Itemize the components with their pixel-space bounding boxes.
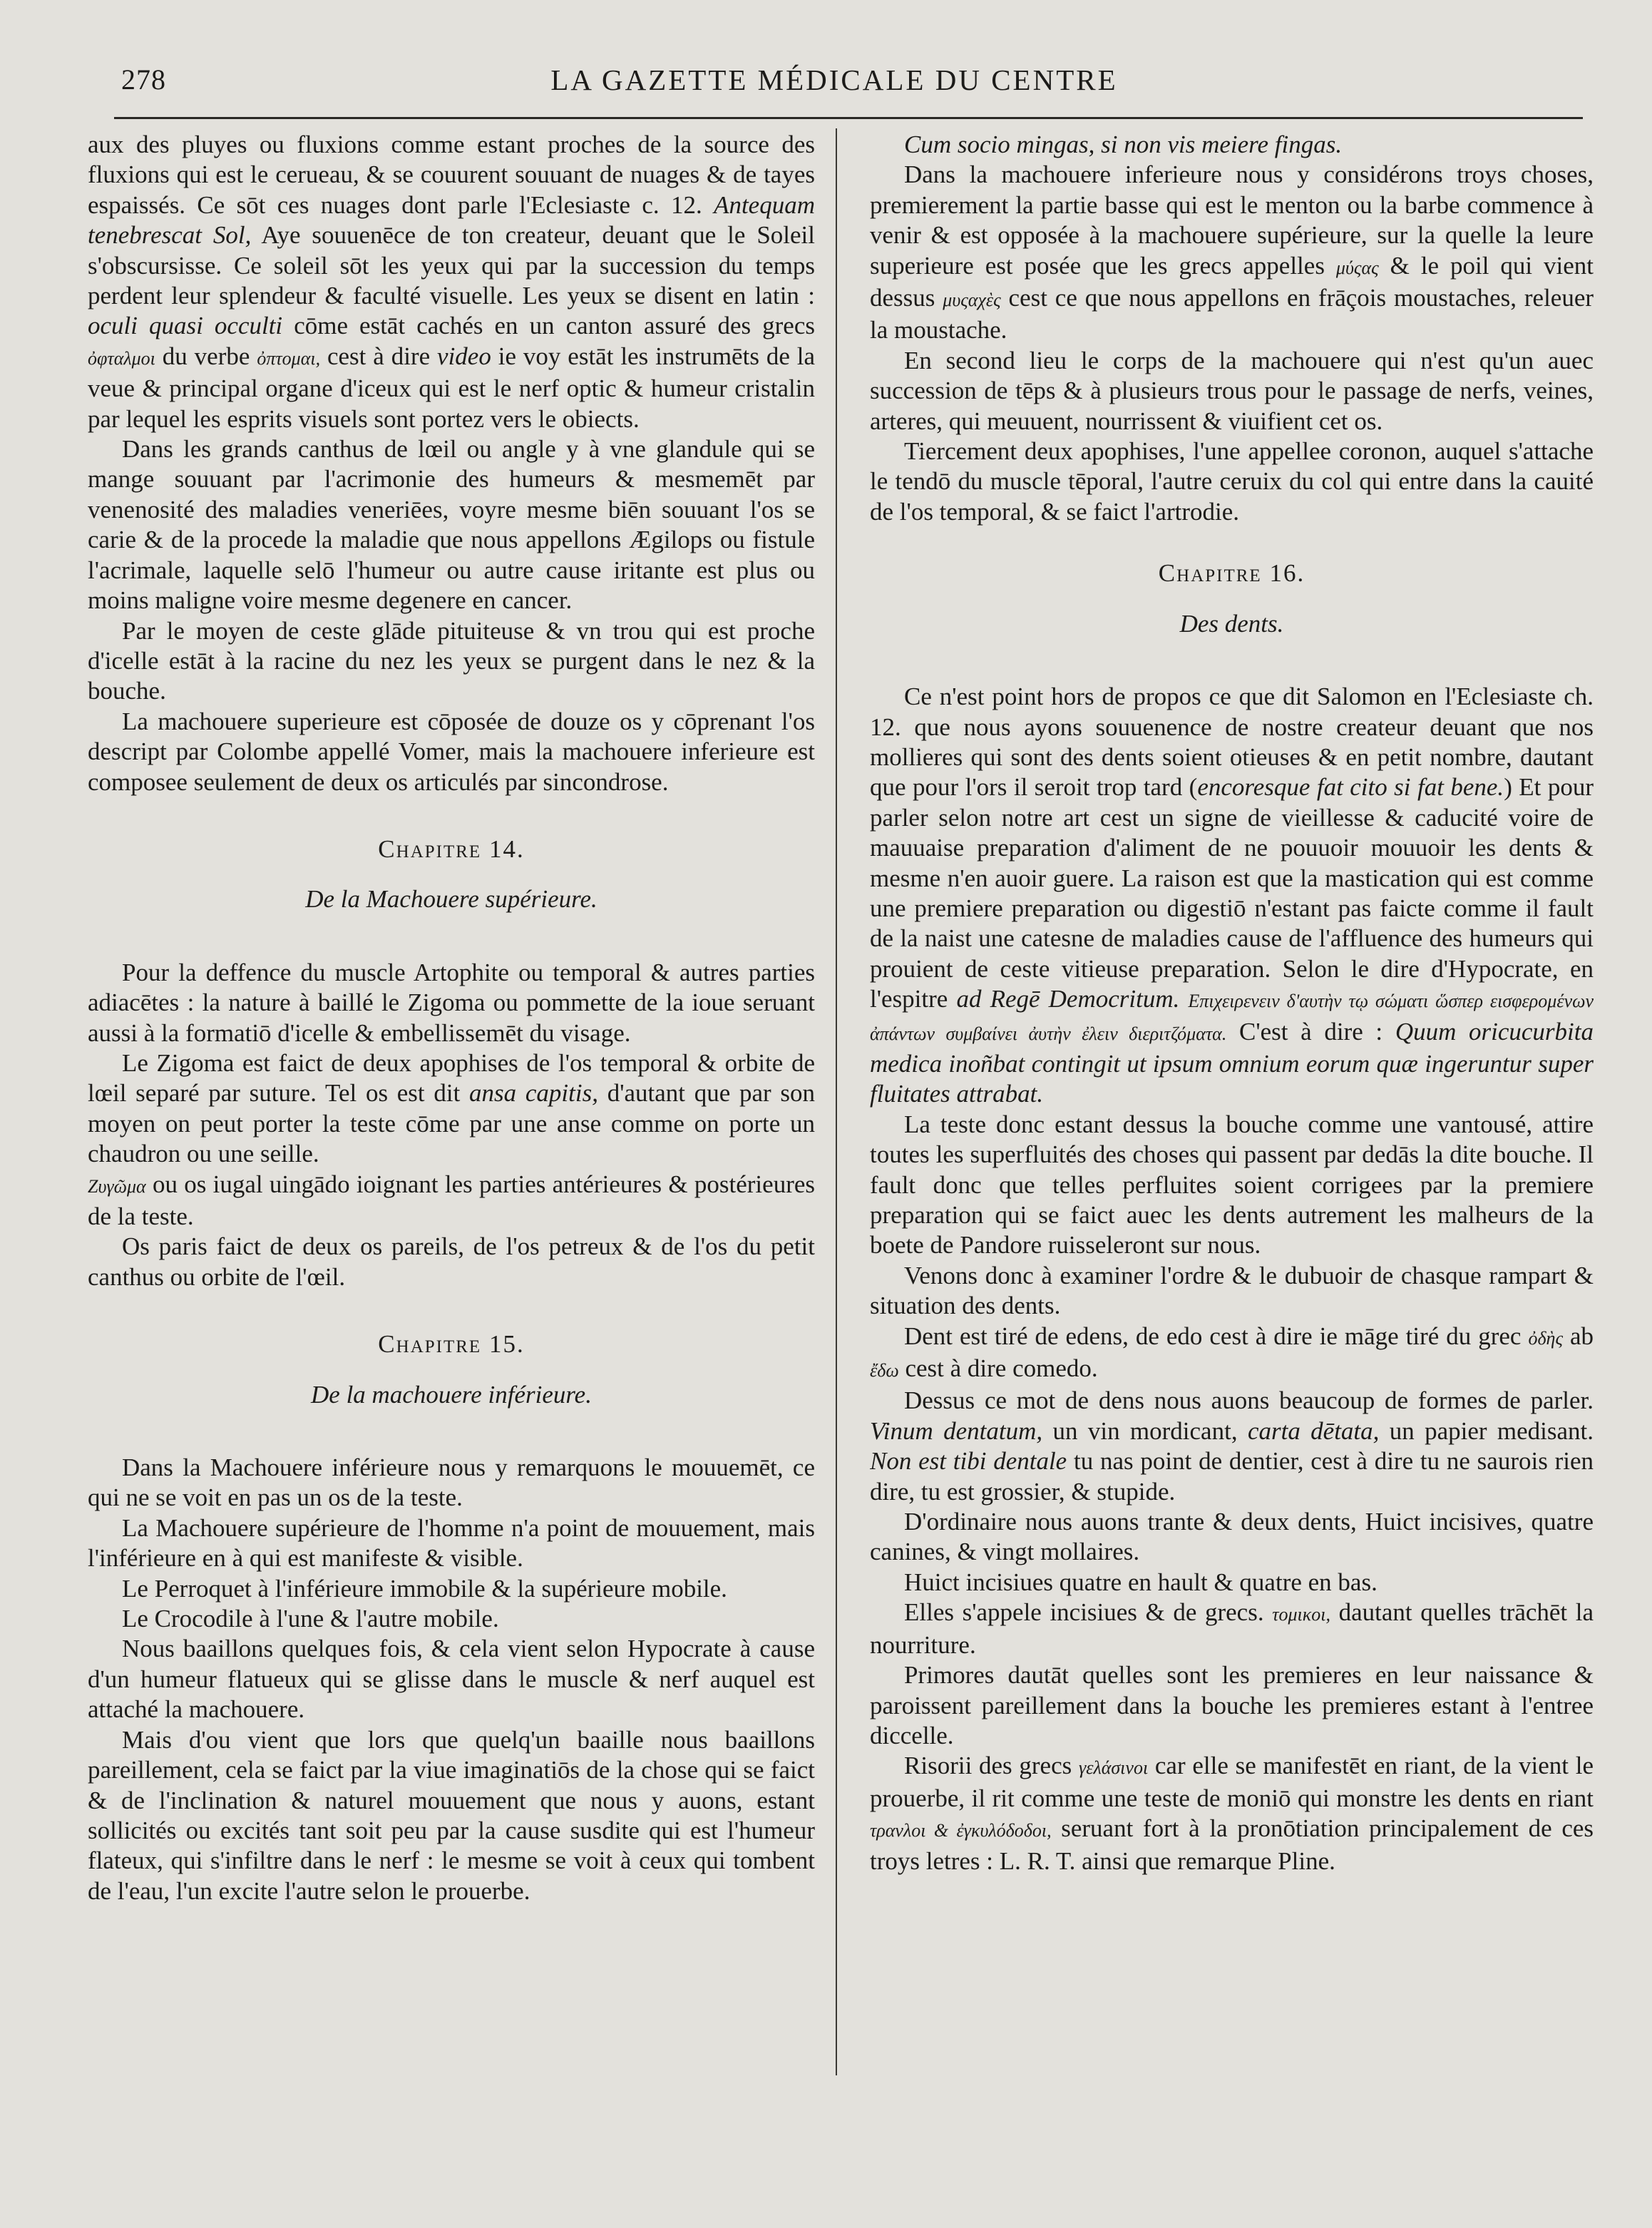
paragraph: Par le moyen de ceste glāde pituiteuse & vn trou qui est proche d'icelle estāt à la racine du nez les yeux se purgent dans le nez & la bouche.	[88, 616, 815, 705]
paragraph: Dent est tiré de edens, de edo cest à dire ie māge tiré du grec ὀδὴς ab ἔδω cest à dire comedo.	[870, 1322, 1594, 1383]
chapter-14-title: Chapitre 14.	[378, 834, 525, 863]
paragraph: D'ordinaire nous auons trante & deux dents, Huict incisives, quatre canines, & vingt mollaires.	[870, 1508, 1594, 1566]
paragraph: Venons donc à examiner l'ordre & le dubuoir de chasque rampart & situation des dents.	[870, 1261, 1594, 1320]
chapter-15-subtitle: De la machouere inférieure.	[311, 1380, 592, 1409]
column-divider	[836, 128, 837, 2075]
paragraph: Elles s'appele incisiues & de grecs. τομικοι, dautant quelles trāchēt la nourriture.	[870, 1598, 1594, 1659]
paragraph: Dessus ce mot de dens nous auons beaucoup de formes de parler. Vinum dentatum, un vin mordicant, carta dētata, un papier medisant. Non est tibi dentale tu nas point de dentier, cest à dire tu ne saurois rien dire, tu est grossier, & stupide.	[870, 1386, 1594, 1506]
right-column	[870, 130, 1594, 2084]
proverb-line: Cum socio mingas, si non vis meiere fingas.	[904, 131, 1343, 158]
paragraph: Nous baaillons quelques fois, & cela vient selon Hypocrate à cause d'un humeur flatueux qui se glisse dans le muscle & nerf auquel est attaché la machouere.	[88, 1635, 815, 1724]
paragraph: En second lieu le corps de la machouere qui n'est qu'un auec succession de tēps & à plusieurs trous pour le passage de nerfs, veines, arteres, qui meuuent, nourrissent & viuifient cet os.	[870, 346, 1594, 435]
paragraph: Dans la machouere inferieure nous y considérons troys choses, premierement la partie basse qui est le menton ou la barbe commence à venir & est opposée à la machouere supérieure, sur la quelle la leure superieure est posée que les grecs appelles μύςας & le poil qui vient dessus μυςαχὲς cest ce que nous appellons en frāçois moustaches, releuer la moustache.	[870, 160, 1594, 344]
paragraph: Os paris faict de deux os pareils, de l'os petreux & de l'os du petit canthus ou orbite de l'œil.	[88, 1232, 815, 1291]
paragraph: Risorii des grecs γελάσινοι car elle se manifestēt en riant, de la vient le prouerbe, il rit comme une teste de moniō qui monstre les dents en riant τρανλοι & ἐγκυλόδοδοι, seruant fort à la pronōtiation principalement de ces troys letres : L. R. T. ainsi que remarque Pline.	[870, 1752, 1594, 1875]
paragraph: aux des pluyes ou fluxions comme estant proches de la source des fluxions qui est le cerueau, & se couurent souuant de nuages & de tayes espaissés. Ce sōt ces nuages dont parle l'Eclesiaste c. 12. Antequam tenebrescat Sol, Aye souuenēce de ton createur, deuant que le Soleil s'obscursisse. Ce soleil sōt les yeux qui par la succession du temps perdent leur splendeur & faculté visuelle. Les yeux se disent en latin : oculi quasi occulti cōme estāt cachés en un canton assuré des grecs ὀφταλμοι du verbe ὀπτομαι, cest à dire video ie voy estāt les instrumēts de la veue & principal organe d'iceux qui est le nerf optic & humeur cristalin par lequel les esprits visuels sont portez vers le obiects.	[88, 131, 815, 433]
paragraph: Huict incisiues quatre en hault & quatre en bas.	[904, 1568, 1377, 1596]
paragraph: Le Crocodile à l'une & l'autre mobile.	[122, 1605, 499, 1633]
left-column	[88, 130, 815, 2084]
paragraph: Mais d'ou vient que lors que quelq'un baaille nous baaillons pareillement, cela se faict par la viue imaginatiōs de la chose qui se faict & de l'inclination & naturel mouuement que nous y auons, estant sollicités ou excités tant soit peu par la cause susdite qui est l'humeur flateux, qui s'infiltre dans le nerf : le mesme se voit à ceux qui tombent de l'eau, l'un excite l'autre selon le prouerbe.	[88, 1725, 815, 1905]
paragraph: Ζυγῶμα ou os iugal uingādo ioignant les parties antérieures & postérieures de la teste.	[88, 1170, 815, 1230]
paragraph: Le Perroquet à l'inférieure immobile & la supérieure mobile.	[122, 1574, 727, 1603]
paragraph: Dans la Machouere inférieure nous y remarquons le mouuemēt, ce qui ne se voit en pas un os de la teste.	[88, 1453, 815, 1512]
journal-title: LA GAZETTE MÉDICALE DU CENTRE	[550, 63, 1118, 96]
chapter-14-subtitle: De la Machouere supérieure.	[305, 885, 597, 914]
paragraph: Dans les grands canthus de lœil ou angle y à vne glandule qui se mange souuant par l'acrimonie des humeurs & mesmemēt par venenosité des maladies veneriēes, voyre mesme biēn souuant l'os se carie & de la procede la maladie que nous appellons Ægilops ou fistule l'acrimale, laquelle selō l'humeur ou autre cause iritante est plus ou moins maligne voire mesme degenere en cancer.	[88, 435, 815, 615]
paragraph: Ce n'est point hors de propos ce que dit Salomon en l'Eclesiaste ch. 12. que nous ayons souuenence de nostre createur deuant que nos mollieres qui sont des dents soient otieuses & en petit nombre, dautant que pour l'ors il seroit trop tard (encoresque fat cito si fat bene.) Et pour parler selon notre art cest un signe de vieillesse & caducité voire de mauuaise preparation d'aliment de ne pouuoir mouuoir les dents & mesme n'en auoir guere. La raison est que la mastication qui est comme une premiere preparation ou digestiō n'estant pas faicte comme il fault de la naist une catesne de maladies cause de l'affluence des humeurs qui prouient de ceste vitieuse preparation. Selon le dire d'Hypocrate, en l'espitre ad Regē Democritum. Επιχειρενειν δ'αυτὴν τῳ σώματι ὥσπερ εισφερομένων ἀπάντων συμβαίνει ἀυτὴν ἐλειν διεριτζόματα. C'est à dire : Quum oricucurbita medica inoñbat contingit ut ipsum omnium eorum quæ ingeruntur super fluitates attrabat.	[870, 683, 1594, 1108]
paragraph: Tiercement deux apophises, l'une appellee coronon, auquel s'attache le tendō du muscle tēporal, l'autre ceruix du col qui entre dans la cauité de l'os temporal, & se faict l'artrodie.	[870, 437, 1594, 526]
paragraph: La teste donc estant dessus la bouche comme une vantousé, attire toutes les superfluités des choses qui passent par dedās la dite bouche. Il fault donc que telles perfluites soient corrigees par la premiere preparation qui se faict auec les dents autrement les malheurs de la boete de Pandore ruisseleront sur nous.	[870, 1110, 1594, 1259]
paragraph: Pour la deffence du muscle Artophite ou temporal & autres parties adiacētes : la nature à baillé le Zigoma ou pommette de la ioue seruant aussi à la formatiō d'icelle & embellissemēt du visage.	[88, 958, 815, 1047]
paragraph: Le Zigoma est faict de deux apophises de l'os temporal & orbite de lœil separé par suture. Tel os est dit ansa capitis, d'autant que par son moyen on peut porter la teste cōme par une anse comme on porte un chaudron ou une seille.	[88, 1048, 815, 1168]
header-rule	[114, 117, 1583, 119]
paragraph: La machouere superieure est cōposée de douze os y cōprenant l'os descript par Colombe appellé Vomer, mais la machouere inferieure est composee seulement de deux os articulés par sincondrose.	[88, 707, 815, 796]
paragraph: La Machouere supérieure de l'homme n'a point de mouuement, mais l'inférieure en à qui est manifeste & visible.	[88, 1513, 815, 1573]
chapter-15-title: Chapitre 15.	[378, 1330, 525, 1359]
page-number: 278	[121, 63, 166, 96]
chapter-16-title: Chapitre 16.	[1158, 559, 1305, 588]
chapter-16-subtitle: Des dents.	[1179, 609, 1284, 638]
page-header	[86, 57, 1583, 121]
paragraph: Primores dautāt quelles sont les premieres en leur naissance & paroissent pareillement dans la bouche les premieres estant à l'entree diccelle.	[870, 1661, 1594, 1749]
